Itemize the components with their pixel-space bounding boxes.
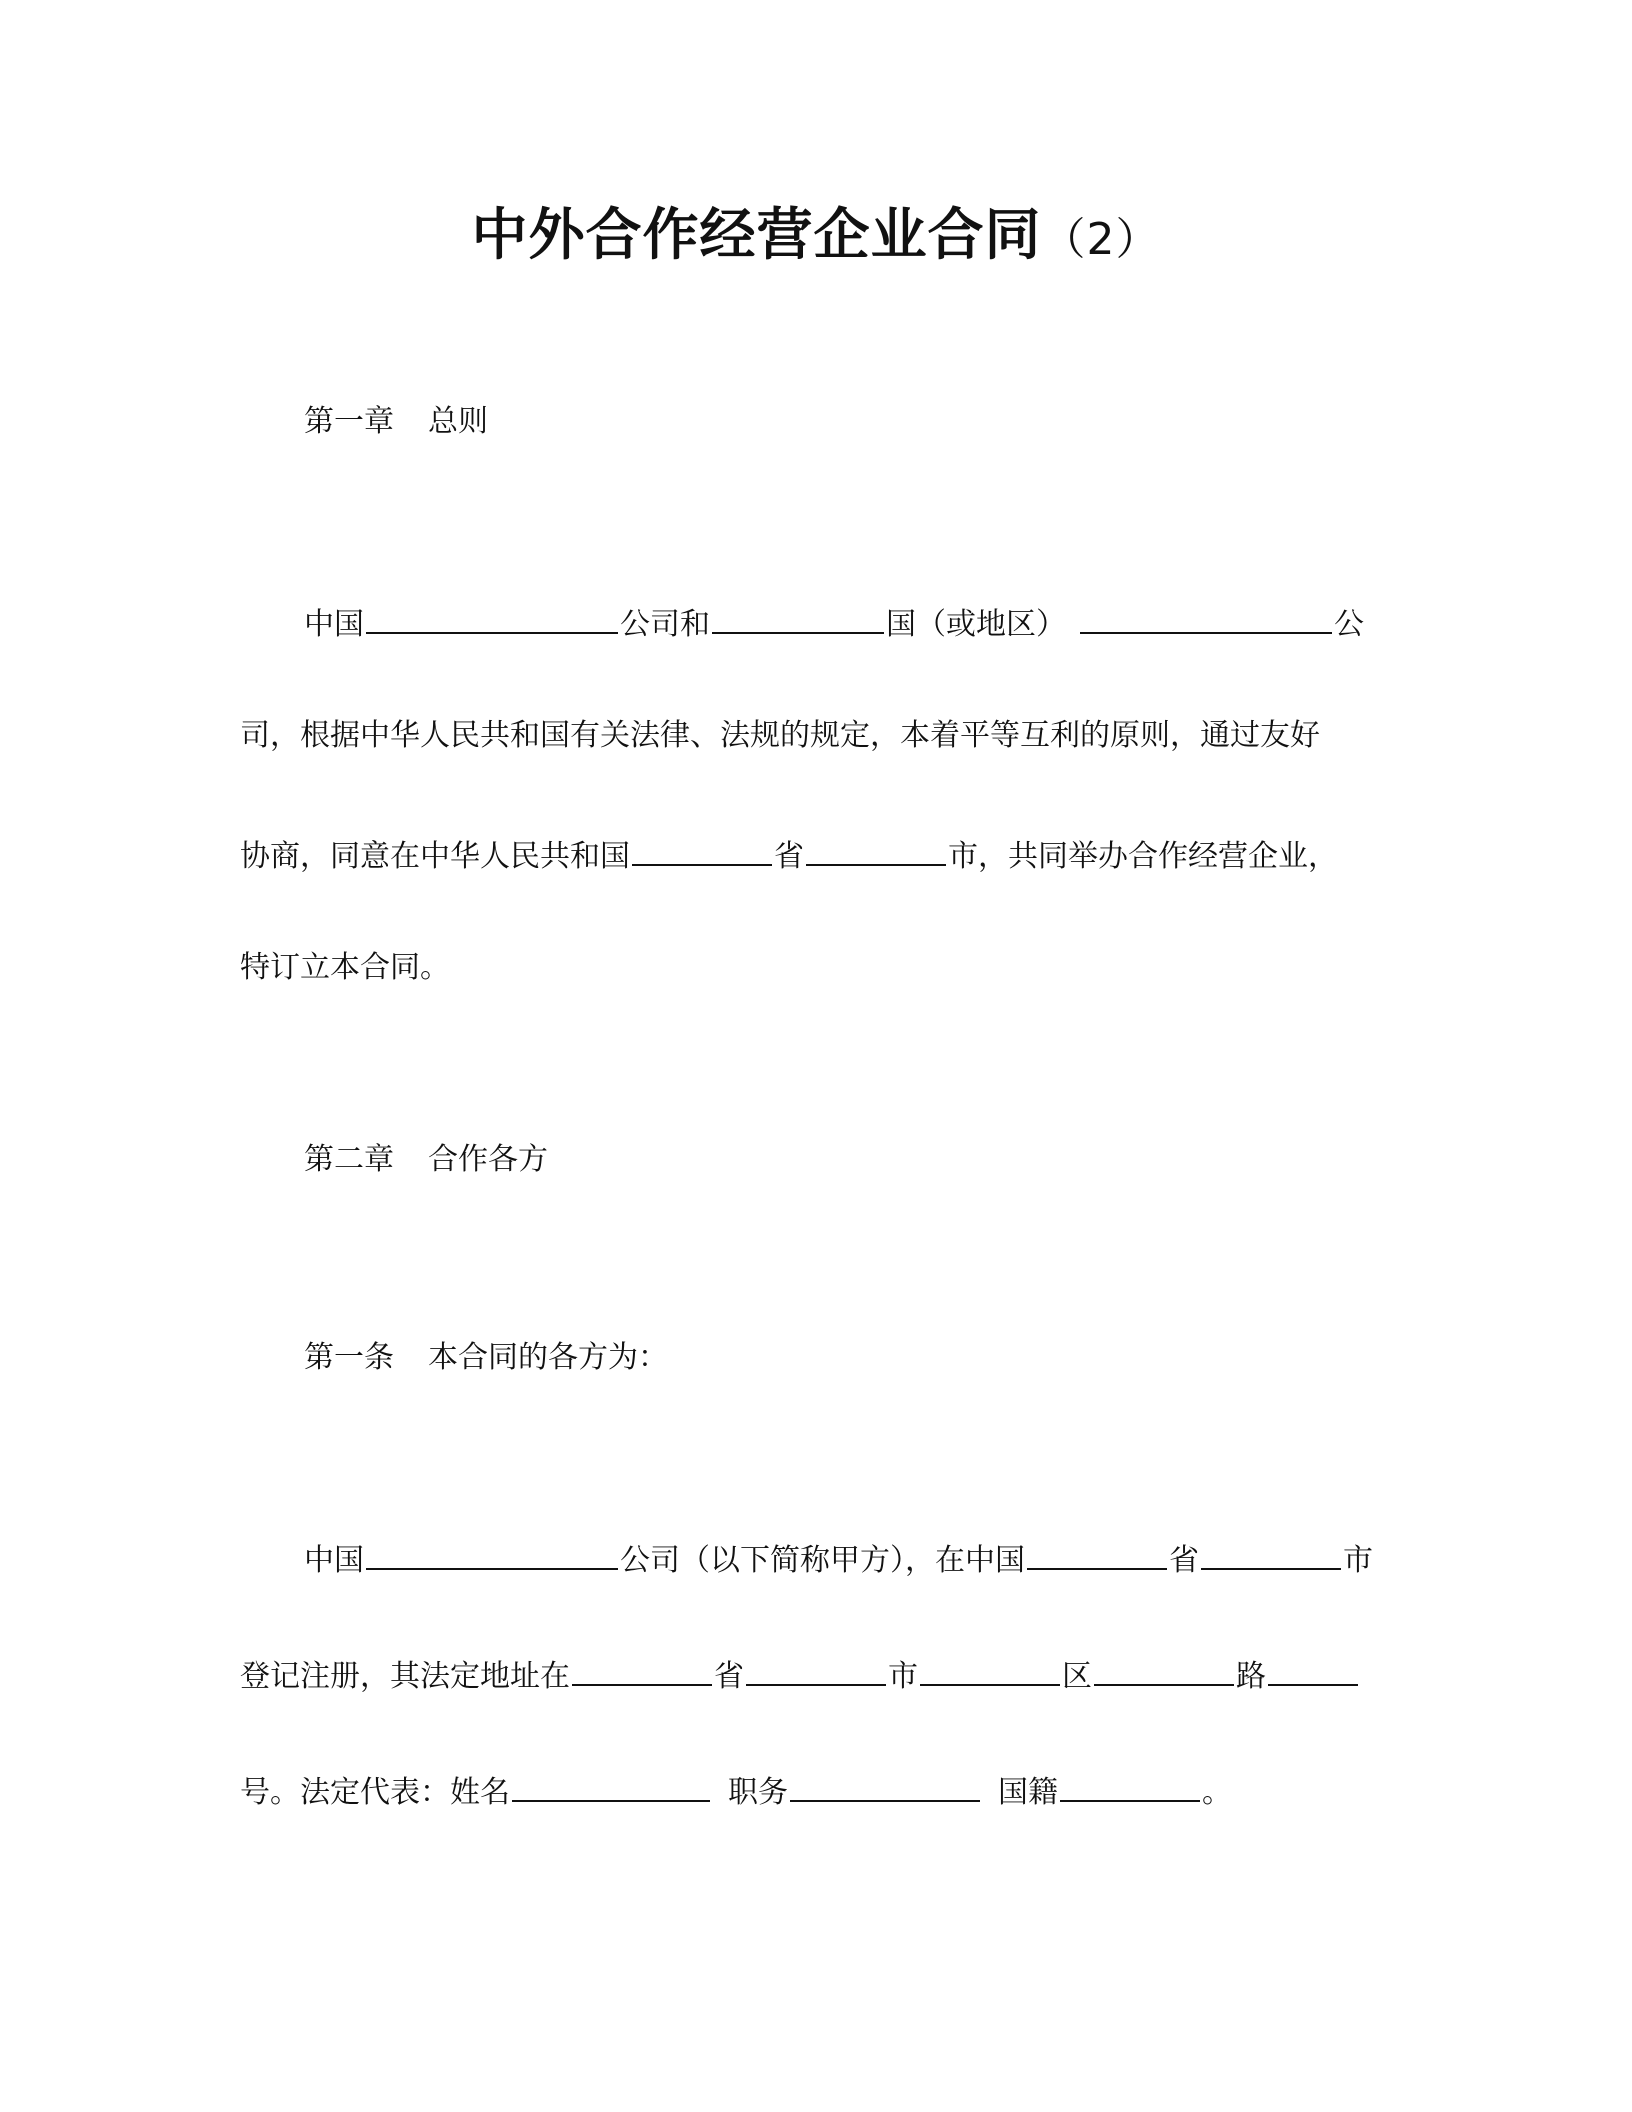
blank-address-number[interactable]: [1268, 1650, 1358, 1686]
intro-text: 公: [1334, 607, 1364, 642]
chapter-2-name: 合作各方: [428, 1142, 548, 1177]
intro-text: 省: [774, 839, 804, 874]
party-a-text: 省: [1169, 1543, 1199, 1578]
blank-rep-nationality[interactable]: [1060, 1766, 1200, 1802]
blank-city[interactable]: [806, 830, 946, 866]
chapter-1-heading: [304, 400, 1454, 444]
blank-address-road[interactable]: [1094, 1650, 1234, 1686]
intro-line-1: [304, 598, 1364, 647]
party-a-text: 职务: [728, 1775, 788, 1810]
party-a-text: 。: [1202, 1775, 1232, 1810]
intro-line-3: [240, 830, 1390, 879]
intro-text: 司，根据中华人民共和国有关法律、法规的规定，本着平等互利的原则，通过友好: [240, 718, 1320, 753]
intro-text: 市，共同举办合作经营企业，: [948, 839, 1338, 874]
intro-text: 特订立本合同。: [240, 950, 450, 985]
party-a-text: 省: [714, 1659, 744, 1694]
blank-rep-position[interactable]: [790, 1766, 980, 1802]
blank-address-province[interactable]: [572, 1650, 712, 1686]
title-text: 中外合作经营企业合同: [471, 203, 1042, 268]
blank-province[interactable]: [632, 830, 772, 866]
blank-address-city[interactable]: [746, 1650, 886, 1686]
intro-text: 国（或地区）: [886, 607, 1066, 642]
blank-chinese-company[interactable]: [366, 598, 618, 634]
intro-line-2: [240, 714, 1390, 758]
blank-rep-name[interactable]: [512, 1766, 710, 1802]
party-a-text: 中国: [304, 1543, 364, 1578]
title-suffix: （2）: [1041, 214, 1161, 265]
chapter-2-number: 第二章: [304, 1142, 394, 1177]
chapter-1-number: 第一章: [304, 404, 394, 439]
blank-party-a-company[interactable]: [366, 1534, 618, 1570]
party-a-line-2: [240, 1650, 1390, 1699]
intro-text: 中国: [304, 607, 364, 642]
article-1-text: 本合同的各方为：: [428, 1340, 668, 1375]
article-1-heading: [304, 1336, 1454, 1380]
party-a-text: 市: [888, 1659, 918, 1694]
blank-address-district[interactable]: [920, 1650, 1060, 1686]
party-a-text: 号。法定代表：姓名: [240, 1775, 510, 1810]
party-a-text: 登记注册，其法定地址在: [240, 1659, 570, 1694]
blank-party-a-reg-city[interactable]: [1201, 1534, 1341, 1570]
document-title: [0, 200, 1632, 276]
party-a-line-3: [240, 1766, 1390, 1815]
party-a-text: 公司（以下简称甲方），在中国: [620, 1543, 1025, 1578]
chapter-2-heading: [304, 1138, 1454, 1182]
blank-foreign-company[interactable]: [1080, 598, 1332, 634]
chapter-1-name: 总则: [428, 404, 488, 439]
intro-text: 公司和: [620, 607, 710, 642]
blank-foreign-country[interactable]: [712, 598, 884, 634]
party-a-text: 路: [1236, 1659, 1266, 1694]
intro-line-4: [240, 946, 1390, 990]
intro-text: 协商，同意在中华人民共和国: [240, 839, 630, 874]
party-a-text: 区: [1062, 1659, 1092, 1694]
article-1-number: 第一条: [304, 1340, 394, 1375]
blank-party-a-reg-province[interactable]: [1027, 1534, 1167, 1570]
party-a-line-1: [304, 1534, 1454, 1583]
party-a-text: 国籍: [998, 1775, 1058, 1810]
party-a-text: 市: [1343, 1543, 1373, 1578]
